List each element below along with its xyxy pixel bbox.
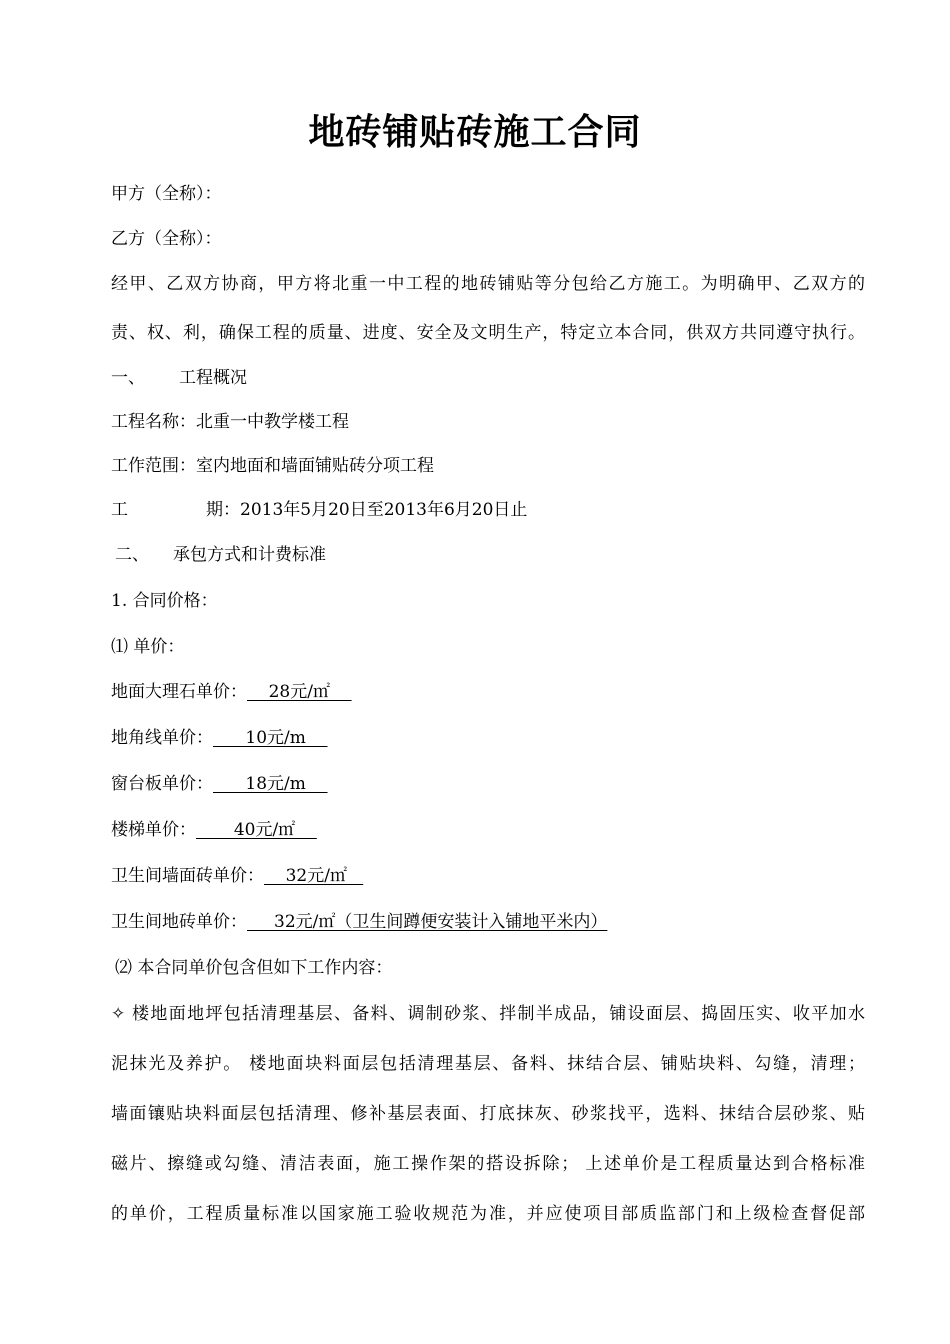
scope-line-2: 泥抹光及养护。 楼地面块料面层包括清理基层、备料、抹结合层、铺贴块料、勾缝，清理；: [111, 1054, 865, 1074]
price-value: 40元/㎡: [196, 820, 317, 840]
price-label: 卫生间地砖单价：: [111, 912, 247, 932]
intro-line-2: 责、权、利，确保工程的质量、进度、安全及文明生产，特定立本合同，供双方共同遵守执行。: [111, 323, 865, 343]
price-row: [111, 865, 363, 887]
price-row: [111, 773, 328, 795]
party-b-line: 乙方（全称）：: [111, 229, 222, 249]
price-value: 28元/㎡: [247, 682, 352, 702]
duration-value: 2013年5月20日至2013年6月20日止: [240, 500, 528, 520]
work-scope-line: 工作范围：室内地面和墙面铺贴砖分项工程: [111, 456, 434, 476]
duration-label-b: 期：: [206, 500, 240, 520]
price-label: 窗台板单价：: [111, 774, 213, 794]
section-2-heading: [115, 544, 326, 566]
price-value: 10元/m: [213, 728, 328, 748]
price-row: [111, 681, 352, 703]
price-value: 18元/m: [213, 774, 328, 794]
scope-intro: ⑵ 本合同单价包含但如下工作内容：: [115, 958, 393, 978]
price-label: 地角线单价：: [111, 728, 213, 748]
price-row: [111, 911, 607, 933]
section-1-title: 工程概况: [179, 368, 247, 388]
scope-line-5: 的单价，工程质量标准以国家施工验收规范为准，并应使项目部质监部门和上级检查督促部: [111, 1204, 865, 1224]
price-row: [111, 819, 317, 841]
price-label: 地面大理石单价：: [111, 682, 247, 702]
section-1-heading: [111, 367, 247, 389]
duration-line: [111, 499, 527, 521]
contract-price-heading: 1. 合同价格：: [111, 591, 218, 611]
price-label: 卫生间墙面砖单价：: [111, 866, 264, 886]
scope-line-4: 磁片、擦缝或勾缝、清洁表面，施工操作架的搭设拆除； 上述单价是工程质量达到合格标准: [111, 1154, 865, 1174]
price-label: 楼梯单价：: [111, 820, 196, 840]
section-1-number: 一、: [111, 368, 145, 388]
section-2-title: 承包方式和计费标准: [173, 545, 326, 565]
duration-label-a: 工: [111, 500, 128, 520]
section-2-number: 二、: [115, 545, 149, 565]
price-value: 32元/㎡（卫生间蹲便安装计入铺地平米内）: [247, 912, 608, 932]
document-title: 地砖铺贴砖施工合同: [308, 112, 642, 153]
party-a-line: 甲方（全称）：: [111, 184, 222, 204]
project-name-line: 工程名称：北重一中教学楼工程: [111, 412, 349, 432]
price-row: [111, 727, 328, 749]
intro-line-1: 经甲、乙双方协商，甲方将北重一中工程的地砖铺贴等分包给乙方施工。为明确甲、乙双方的: [111, 274, 865, 294]
scope-line-3: 墙面镶贴块料面层包括清理、修补基层表面、打底抹灰、砂浆找平，选料、抹结合层砂浆、贴: [111, 1104, 865, 1124]
unit-price-heading: ⑴ 单价：: [111, 637, 185, 657]
price-value: 32元/㎡: [264, 866, 364, 886]
scope-line-1: ✧ 楼地面地坪包括清理基层、备料、调制砂浆、拌制半成品，铺设面层、捣固压实、收平加水: [111, 1004, 865, 1024]
